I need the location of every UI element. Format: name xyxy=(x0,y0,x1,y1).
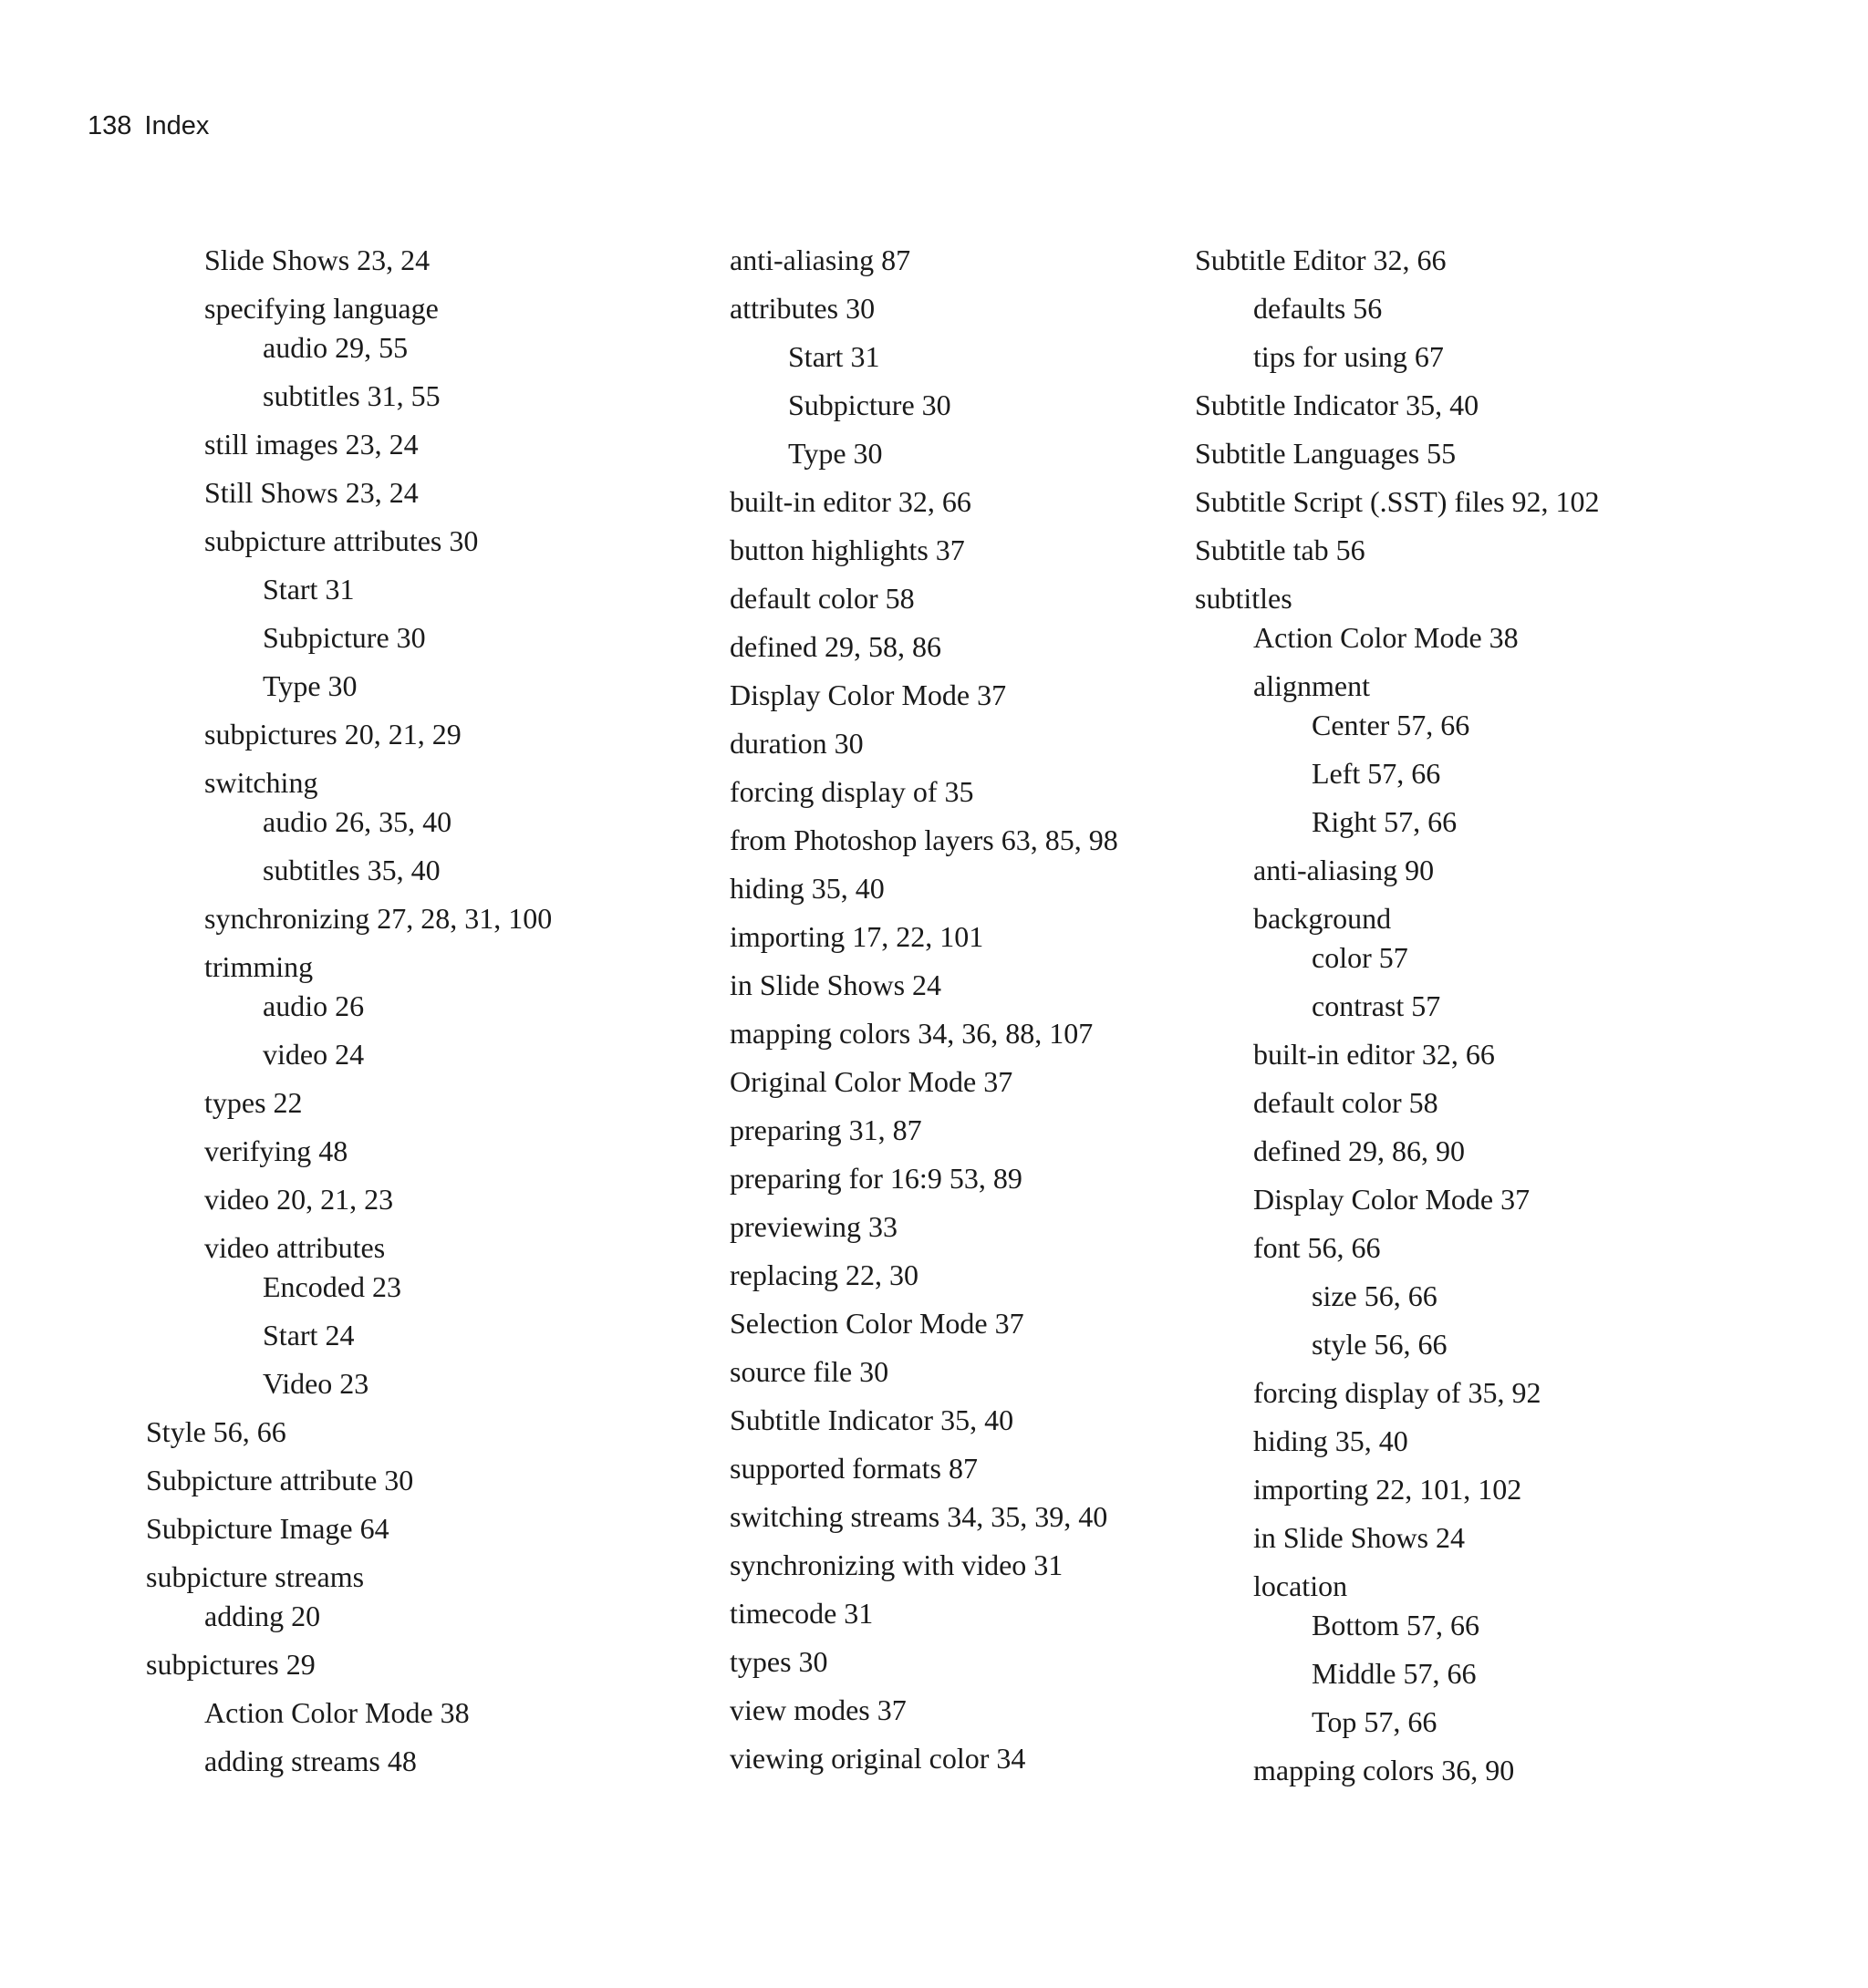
index-entry: tips for using 67 xyxy=(1253,340,1444,373)
index-entry: style 56, 66 xyxy=(1312,1328,1448,1361)
index-entry: background xyxy=(1253,902,1392,935)
index-column-3 xyxy=(1195,230,1833,1788)
index-entry: adding 20 xyxy=(204,1600,321,1632)
index-entry: Still Shows 23, 24 xyxy=(204,476,419,509)
index-entry: Start 24 xyxy=(263,1319,355,1351)
running-head xyxy=(88,108,209,144)
index-entry: Original Color Mode 37 xyxy=(730,1065,1013,1098)
index-entry: importing 22, 101, 102 xyxy=(1253,1473,1522,1506)
index-entry: anti-aliasing 90 xyxy=(1253,854,1435,886)
index-entry: forcing display of 35, 92 xyxy=(1253,1376,1541,1409)
index-entry: Type 30 xyxy=(263,669,358,702)
index-entry: supported formats 87 xyxy=(730,1452,978,1485)
index-entry: built-in editor 32, 66 xyxy=(1253,1038,1495,1071)
index-entry: types 22 xyxy=(204,1086,303,1119)
index-entry: in Slide Shows 24 xyxy=(1253,1521,1466,1554)
index-entry: Subtitle tab 56 xyxy=(1195,533,1365,566)
index-entry: Subtitle Languages 55 xyxy=(1195,437,1457,470)
index-entry: defined 29, 58, 86 xyxy=(730,630,941,663)
index-entry: Left 57, 66 xyxy=(1312,757,1441,790)
index-entry: switching xyxy=(204,766,318,799)
index-entry: subpictures 29 xyxy=(146,1648,316,1681)
index-entry: Bottom 57, 66 xyxy=(1312,1609,1480,1641)
index-entry: Display Color Mode 37 xyxy=(1253,1183,1531,1216)
index-entry: Encoded 23 xyxy=(263,1270,401,1303)
index-entry: video 20, 21, 23 xyxy=(204,1183,394,1216)
index-entry: contrast 57 xyxy=(1312,989,1441,1022)
index-entry: duration 30 xyxy=(730,727,864,760)
index-entry: Subtitle Script (.SST) files 92, 102 xyxy=(1195,485,1600,518)
index-entry: Subpicture attribute 30 xyxy=(146,1464,414,1496)
index-entry: font 56, 66 xyxy=(1253,1231,1381,1264)
index-entry: Subpicture 30 xyxy=(263,621,426,654)
index-entry: default color 58 xyxy=(730,582,915,615)
index-entry: Subpicture Image 64 xyxy=(146,1512,389,1545)
index-entry: Slide Shows 23, 24 xyxy=(204,243,431,276)
index-entry: Center 57, 66 xyxy=(1312,709,1470,741)
page-number: 138 xyxy=(88,111,132,140)
index-entry: subtitles 31, 55 xyxy=(263,379,441,412)
index-entry: attributes 30 xyxy=(730,292,876,325)
index-entry: synchronizing 27, 28, 31, 100 xyxy=(204,902,553,935)
index-entry: Subpicture 30 xyxy=(788,388,951,421)
index-entry: timecode 31 xyxy=(730,1597,874,1630)
index-entry: preparing 31, 87 xyxy=(730,1113,922,1146)
index-entry: Type 30 xyxy=(788,437,883,470)
index-entry: Middle 57, 66 xyxy=(1312,1657,1477,1690)
index-entry: adding streams 48 xyxy=(204,1745,417,1777)
index-entry: replacing 22, 30 xyxy=(730,1258,919,1291)
index-column-1 xyxy=(146,230,675,1779)
index-entry: subpicture streams xyxy=(146,1560,365,1593)
index-entry: Display Color Mode 37 xyxy=(730,678,1007,711)
index-entry: anti-aliasing 87 xyxy=(730,243,911,276)
index-entry: subtitles 35, 40 xyxy=(263,854,441,886)
index-entry: hiding 35, 40 xyxy=(730,872,885,905)
index-entry: alignment xyxy=(1253,669,1370,702)
index-entry: subtitles xyxy=(1195,582,1292,615)
index-entry: Subtitle Editor 32, 66 xyxy=(1195,243,1447,276)
index-entry: preparing for 16:9 53, 89 xyxy=(730,1162,1022,1195)
index-entry: Right 57, 66 xyxy=(1312,805,1458,838)
index-entry: color 57 xyxy=(1312,941,1408,974)
index-entry: source file 30 xyxy=(730,1355,889,1388)
index-entry: importing 17, 22, 101 xyxy=(730,920,984,953)
index-entry: video 24 xyxy=(263,1038,365,1071)
index-entry: defaults 56 xyxy=(1253,292,1383,325)
index-entry: location xyxy=(1253,1569,1348,1602)
index-entry: size 56, 66 xyxy=(1312,1279,1437,1312)
index-entry: types 30 xyxy=(730,1645,828,1678)
index-entry: Style 56, 66 xyxy=(146,1415,286,1448)
index-entry: switching streams 34, 35, 39, 40 xyxy=(730,1500,1108,1533)
index-entry: verifying 48 xyxy=(204,1134,348,1167)
index-entry: default color 58 xyxy=(1253,1086,1438,1119)
index-entry: specifying language xyxy=(204,292,439,325)
index-entry: still images 23, 24 xyxy=(204,428,419,461)
index-entry: Action Color Mode 38 xyxy=(204,1696,470,1729)
index-entry: in Slide Shows 24 xyxy=(730,968,942,1001)
index-column-2 xyxy=(730,230,1186,1776)
index-entry: Start 31 xyxy=(263,573,355,606)
index-entry: subpicture attributes 30 xyxy=(204,524,479,557)
section-title: Index xyxy=(144,111,210,140)
index-entry: mapping colors 36, 90 xyxy=(1253,1754,1515,1786)
index-entry: Video 23 xyxy=(263,1367,369,1400)
index-entry: Subtitle Indicator 35, 40 xyxy=(730,1403,1014,1436)
index-entry: forcing display of 35 xyxy=(730,775,974,808)
index-entry: Start 31 xyxy=(788,340,880,373)
index-entry: subpictures 20, 21, 29 xyxy=(204,718,462,751)
index-entry: audio 26 xyxy=(263,989,365,1022)
index-entry: audio 29, 55 xyxy=(263,331,409,364)
index-entry: from Photoshop layers 63, 85, 98 xyxy=(730,823,1118,856)
index-entry: audio 26, 35, 40 xyxy=(263,805,452,838)
index-entry: mapping colors 34, 36, 88, 107 xyxy=(730,1017,1094,1050)
index-entry: video attributes xyxy=(204,1231,386,1264)
index-entry: Top 57, 66 xyxy=(1312,1705,1437,1738)
index-entry: view modes 37 xyxy=(730,1693,907,1726)
index-entry: previewing 33 xyxy=(730,1210,898,1243)
index-entry: viewing original color 34 xyxy=(730,1742,1026,1775)
index-entry: hiding 35, 40 xyxy=(1253,1424,1408,1457)
index-entry: Subtitle Indicator 35, 40 xyxy=(1195,388,1479,421)
index-entry: Action Color Mode 38 xyxy=(1253,621,1519,654)
index-entry: trimming xyxy=(204,950,314,983)
index-entry: built-in editor 32, 66 xyxy=(730,485,971,518)
index-entry: Selection Color Mode 37 xyxy=(730,1307,1024,1340)
index-entry: defined 29, 86, 90 xyxy=(1253,1134,1465,1167)
index-entry: button highlights 37 xyxy=(730,533,965,566)
index-entry: synchronizing with video 31 xyxy=(730,1548,1064,1581)
